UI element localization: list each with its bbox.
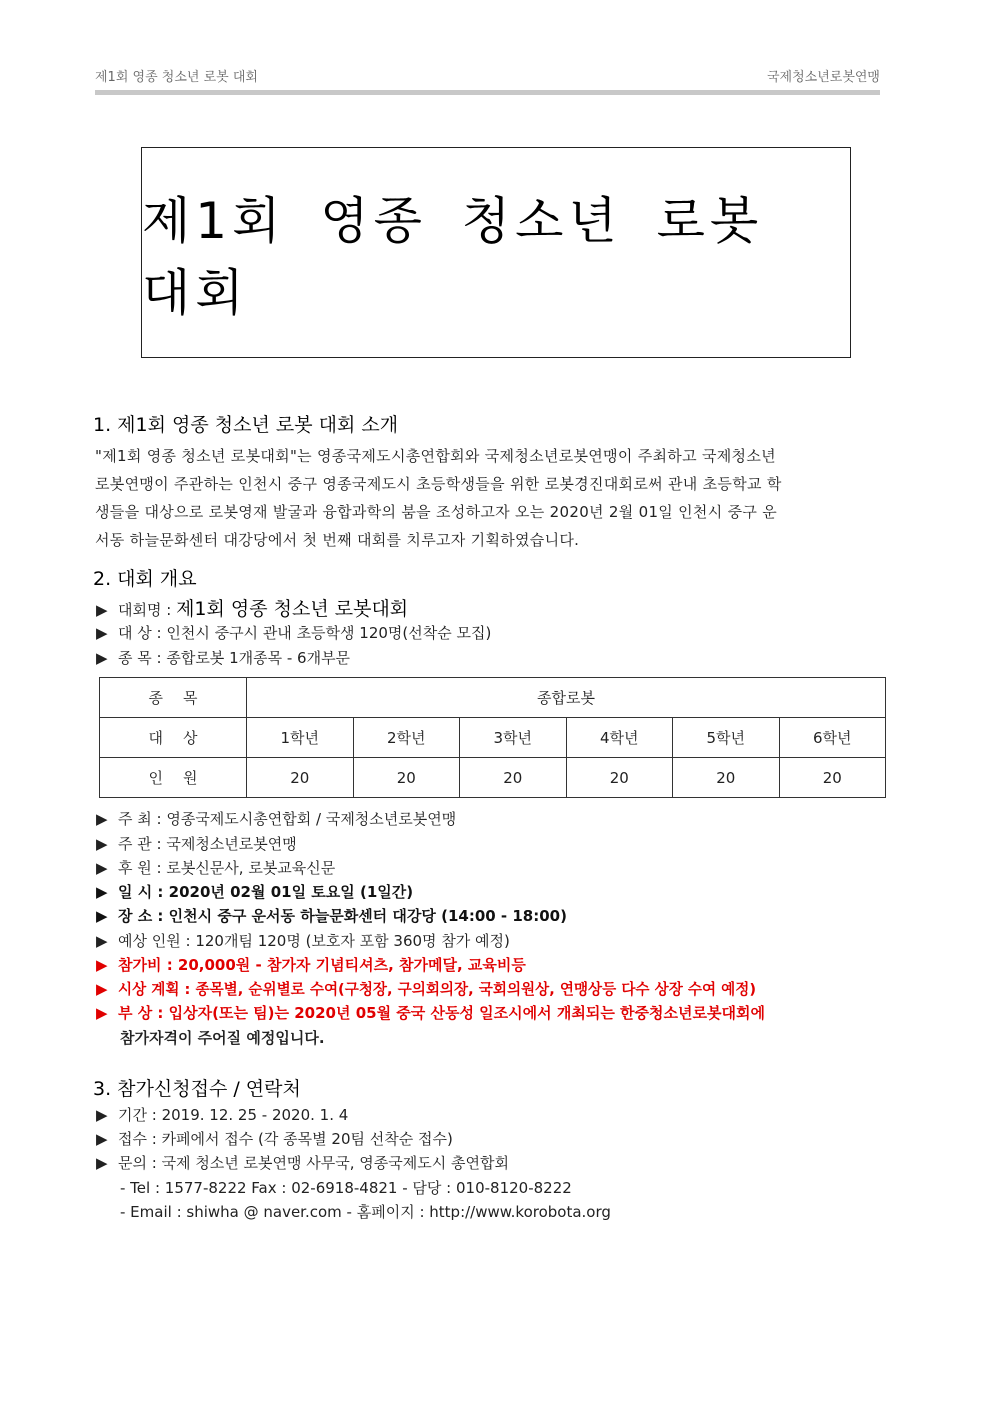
table-header-cell: 종목	[100, 678, 247, 718]
table-row	[100, 758, 886, 798]
bullet-icon: ▶	[96, 956, 108, 974]
header-right-org: 국제청소년로봇연맹	[766, 70, 880, 85]
section3-heading: 3. 참가신청접수 / 연락처	[93, 1078, 301, 1100]
header-left-title: 제1회 영종 청소년 로봇 대회	[95, 70, 258, 85]
table-cell: 2학년	[353, 718, 460, 758]
bullet-icon: ▶	[96, 907, 108, 925]
fee-text: 참가비 : 20,000원 - 참가자 기념티셔츠, 참가메달, 교육비등	[118, 956, 526, 974]
paragraph-line: 생들을 대상으로 로봇영재 발굴과 융합과학의 붐을 조성하고자 오는 2020년 2월 01일 인천시 중구 운	[95, 503, 778, 521]
venue-text: 장 소 : 인천시 중구 운서동 하늘문화센터 대강당 (14:00 - 18:00)	[118, 907, 567, 925]
prize-line	[96, 1002, 765, 1023]
page-title: 제1회 영종 청소년 로봇 대회	[142, 191, 764, 322]
section1-heading: 1. 제1회 영종 청소년 로봇 대회 소개	[93, 414, 399, 436]
event-text: 종 목 : 종합로봇 1개종목 - 6개부문	[118, 649, 351, 667]
prize-text: 부 상 : 입상자(또는 팀)는 2020년 05월 중국 산동성 일조시에서 개최되는 한중청소년로봇대회에	[118, 1004, 765, 1022]
competition-name-line	[96, 594, 408, 621]
table-row	[100, 678, 886, 718]
host-line	[96, 808, 456, 829]
competition-name-value: 제1회 영종 청소년 로봇대회	[176, 598, 409, 620]
table-header-cell: 대상	[100, 718, 247, 758]
bullet-icon: ▶	[96, 1004, 108, 1022]
table-cell: 20	[673, 758, 780, 798]
table-cell: 20	[779, 758, 886, 798]
contact-tel: - Tel : 1577-8222 Fax : 02-6918-4821 - 담당 : 010-8120-8222	[120, 1179, 572, 1197]
section2-heading: 2. 대회 개요	[93, 568, 197, 590]
organizer-line	[96, 833, 297, 854]
period-line	[96, 1104, 348, 1125]
fee-line	[96, 954, 526, 975]
sponsor-text: 후 원 : 로봇신문사, 로봇교육신문	[118, 859, 336, 877]
reception-text: 접수 : 카페에서 접수 (각 종목별 20팀 선착순 접수)	[118, 1130, 453, 1148]
table-cell: 20	[353, 758, 460, 798]
inquiry-line	[96, 1152, 509, 1173]
target-line	[96, 622, 491, 643]
bullet-icon: ▶	[96, 883, 108, 901]
paragraph-line: "제1회 영종 청소년 로봇대회"는 영종국제도시총연합회와 국제청소년로봇연맹이 주최하고 국제청소년	[95, 447, 776, 465]
bullet-icon: ▶	[96, 810, 108, 828]
expected-text: 예상 인원 : 120개팀 120명 (보호자 포함 360명 참가 예정)	[118, 932, 510, 950]
event-line	[96, 647, 350, 668]
bullet-icon: ▶	[96, 649, 108, 667]
table-cell: 1학년	[247, 718, 354, 758]
table-cell: 4학년	[566, 718, 673, 758]
date-line	[96, 881, 413, 902]
bullet-icon: ▶	[96, 1106, 108, 1124]
bullet-icon: ▶	[96, 624, 108, 642]
reception-line	[96, 1128, 453, 1149]
competition-name-label: 대회명 :	[118, 601, 177, 619]
awards-line	[96, 978, 756, 999]
bullet-icon: ▶	[96, 980, 108, 998]
table-cell: 3학년	[460, 718, 567, 758]
table-cell: 5학년	[673, 718, 780, 758]
date-text: 일 시 : 2020년 02월 01일 토요일 (1일간)	[118, 883, 414, 901]
contact-email: - Email : shiwha @ naver.com - 홈페이지 : http://www.korobota.org	[120, 1203, 611, 1221]
table-cell: 20	[460, 758, 567, 798]
header-divider	[95, 90, 880, 95]
bullet-icon: ▶	[96, 835, 108, 853]
paragraph-line: 서동 하늘문화센터 대강당에서 첫 번째 대회를 치루고자 기획하였습니다.	[95, 531, 580, 549]
table-cell: 종합로봇	[247, 678, 886, 718]
paragraph-line: 로봇연맹이 주관하는 인천시 중구 영종국제도시 초등학생들을 위한 로봇경진대회로써 관내 초등학교 학	[95, 475, 782, 493]
title-box	[141, 147, 851, 358]
table-cell: 20	[247, 758, 354, 798]
competition-table	[99, 677, 886, 798]
organizer-text: 주 관 : 국제청소년로봇연맹	[118, 835, 297, 853]
bullet-icon: ▶	[96, 601, 108, 619]
bullet-icon: ▶	[96, 1130, 108, 1148]
table-cell: 6학년	[779, 718, 886, 758]
bullet-icon: ▶	[96, 859, 108, 877]
venue-line	[96, 905, 567, 926]
bullet-icon: ▶	[96, 1154, 108, 1172]
inquiry-text: 문의 : 국제 청소년 로봇연맹 사무국, 영종국제도시 총연합회	[118, 1154, 509, 1172]
table-row	[100, 718, 886, 758]
table-header-cell: 인원	[100, 758, 247, 798]
awards-text: 시상 계획 : 종목별, 순위별로 수여(구청장, 구의회의장, 국회의원상, 연맹상등 다수 상장 수여 예정)	[118, 981, 757, 998]
sponsor-line	[96, 857, 335, 878]
section1-paragraph	[95, 442, 897, 554]
expected-line	[96, 930, 510, 951]
bullet-icon: ▶	[96, 932, 108, 950]
period-text: 기간 : 2019. 12. 25 - 2020. 1. 4	[118, 1106, 349, 1124]
host-text: 주 최 : 영종국제도시총연합회 / 국제청소년로봇연맹	[118, 810, 457, 828]
prize-line-2: 참가자격이 주어질 예정입니다.	[120, 1029, 325, 1047]
target-text: 대 상 : 인천시 중구시 관내 초등학생 120명(선착순 모집)	[118, 624, 492, 642]
table-cell: 20	[566, 758, 673, 798]
